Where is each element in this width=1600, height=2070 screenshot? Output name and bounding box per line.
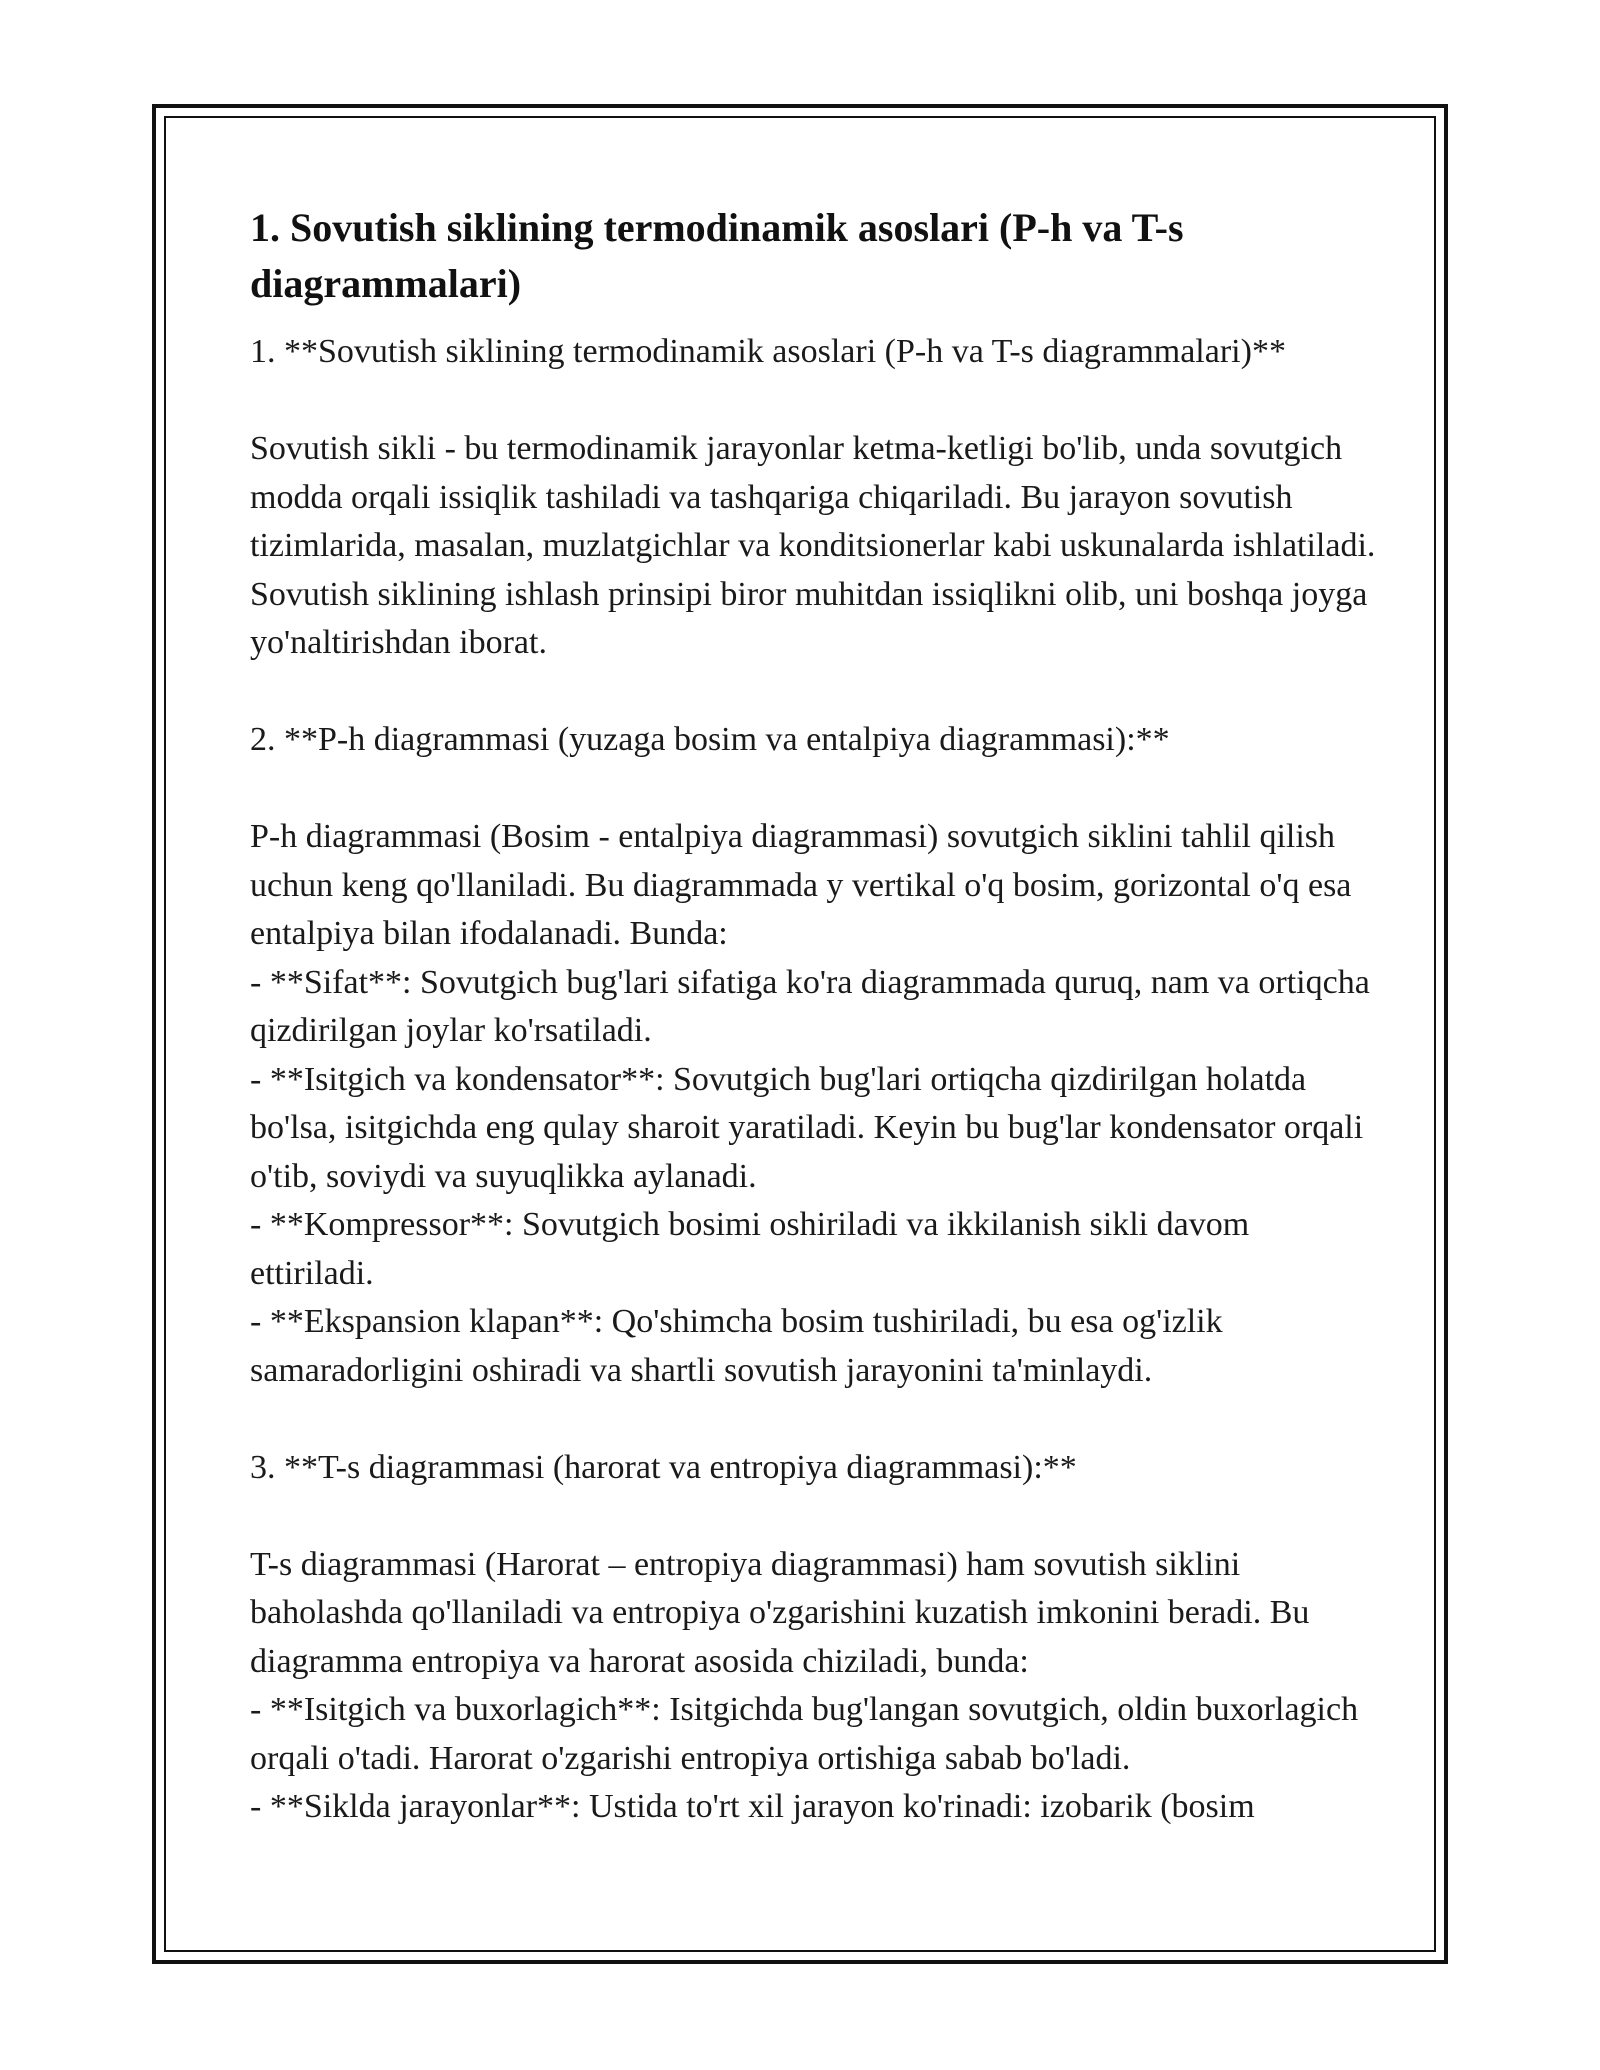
section2-item-isitgich: - **Isitgich va kondensator**: Sovutgich bug'lari ortiqcha qizdirilgan holatda bo'lsa, isitgichda eng qulay sharoit yaratiladi. Keyin bu bug'lar kondensator orqali o'tib, soviydi va suyuqlikka aylanadi. — [250, 1060, 1372, 1195]
section2-paragraph: P-h diagrammasi (Bosim - entalpiya diagrammasi) sovutgich siklini tahlil qilish uchun keng qo'llaniladi. Bu diagrammada y vertikal o'q bosim, gorizontal o'q esa entalpiya bilan ifodalanadi. Bunda: — [250, 818, 1360, 952]
section3-item-siklda: - **Siklda jarayonlar**: Ustida to'rt xil jarayon ko'rinadi: izobarik (bosim — [250, 1788, 1255, 1825]
page-border-inner — [164, 116, 1436, 1952]
section2-item-kompressor: - **Kompressor**: Sovutgich bosimi oshiriladi va ikkilanish sikli davom ettiriladi. — [250, 1206, 1258, 1292]
section1-paragraph: Sovutish sikli - bu termodinamik jarayonlar ketma-ketligi bo'lib, unda sovutgich modda orqali issiqlik tashiladi va tashqariga chiqariladi. Bu jarayon sovutish tizimlarida, masalan, muzlatgichlar va konditsionerlar kabi uskunalarda ishlatiladi. Sovutish siklining ishlash prinsipi biror muhitdan issiqlikni olib, uni boshqa joyga yo'naltirishdan iborat. — [250, 430, 1384, 661]
spacer — [250, 377, 1380, 426]
spacer — [250, 668, 1380, 717]
section3-heading: 3. **T-s diagrammasi (harorat va entropiya diagrammasi):** — [250, 1448, 1077, 1486]
page-border-outer — [152, 104, 1448, 1964]
section2-item-ekspansion: - **Ekspansion klapan**: Qo'shimcha bosim tushiriladi, bu esa og'izlik samaradorligini oshiradi va shartli sovutish jarayonini ta'minlaydi. — [250, 1303, 1232, 1389]
section2-heading: 2. **P-h diagrammasi (yuzaga bosim va entalpiya diagrammasi):** — [250, 721, 1170, 758]
document-title: 1. Sovutish siklining termodinamik asoslari (P-h va T-s diagrammalari) — [250, 205, 1184, 306]
document-body — [250, 200, 1384, 1832]
section2-item-sifat: - **Sifat**: Sovutgich bug'lari sifatiga ko'ra diagrammada quruq, nam va ortiqcha qizdirilgan joylar ko'rsatiladi. — [250, 963, 1379, 1049]
section1-heading: 1. **Sovutish siklining termodinamik asoslari (P-h va T-s diagrammalari)** — [250, 333, 1286, 370]
spacer — [250, 1395, 1380, 1444]
section3-item-isitgich: - **Isitgich va buxorlagich**: Isitgichda bug'langan sovutgich, oldin buxorlagich orqali o'tadi. Harorat o'zgarishi entropiya ortishiga sabab bo'ladi. — [250, 1691, 1367, 1777]
spacer — [250, 765, 1380, 814]
section3-paragraph: T-s diagrammasi (Harorat – entropiya diagrammasi) ham sovutish siklini baholashda qo'llaniladi va entropiya o'zgarishini kuzatish imkonini beradi. Bu diagramma entropiya va harorat asosida chiziladi, bunda: — [250, 1545, 1318, 1680]
spacer — [250, 1492, 1380, 1541]
